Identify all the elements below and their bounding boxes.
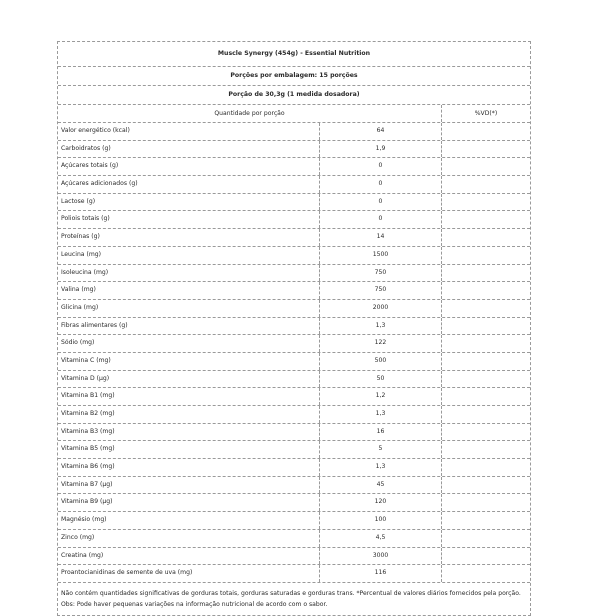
nutrient-name: Proteínas (g) (58, 229, 320, 246)
nutrient-name: Sódio (mg) (58, 335, 320, 352)
nutrient-dv (442, 158, 530, 175)
nutrient-value: 0 (320, 194, 442, 211)
nutrient-value: 750 (320, 282, 442, 299)
nutrient-name: Creatina (mg) (58, 548, 320, 565)
nutrient-rows (58, 123, 530, 583)
nutrient-value: 4,5 (320, 530, 442, 547)
table-row (58, 335, 530, 353)
nutrient-value: 1,3 (320, 318, 442, 335)
footnote-row (58, 583, 530, 615)
nutrient-dv (442, 194, 530, 211)
nutrient-value: 1,2 (320, 388, 442, 405)
nutrient-name: Vitamina D (µg) (58, 371, 320, 388)
table-row (58, 353, 530, 371)
nutrient-value: 1,3 (320, 459, 442, 476)
nutrient-name: Lactose (g) (58, 194, 320, 211)
nutrient-value: 116 (320, 565, 442, 582)
nutrient-dv (442, 477, 530, 494)
nutrient-name: Glicina (mg) (58, 300, 320, 317)
nutrient-value: 45 (320, 477, 442, 494)
table-row (58, 247, 530, 265)
nutrient-name: Zinco (mg) (58, 530, 320, 547)
servings-per-package: Porções por embalagem: 15 porções (230, 72, 358, 79)
nutrient-dv (442, 406, 530, 423)
nutrient-dv (442, 530, 530, 547)
nutrient-dv (442, 512, 530, 529)
nutrient-value: 500 (320, 353, 442, 370)
nutrition-facts-table (57, 41, 531, 616)
nutrient-dv (442, 548, 530, 565)
table-row (58, 388, 530, 406)
nutrient-dv (442, 229, 530, 246)
nutrient-value: 5 (320, 441, 442, 458)
nutrient-name: Vitamina B7 (µg) (58, 477, 320, 494)
table-row (58, 565, 530, 583)
column-header-row (58, 105, 530, 123)
table-row (58, 265, 530, 283)
table-row (58, 424, 530, 442)
dv-header: %VD(*) (474, 110, 498, 117)
nutrient-value: 3000 (320, 548, 442, 565)
nutrient-dv (442, 265, 530, 282)
nutrient-name: Vitamina B9 (µg) (58, 494, 320, 511)
table-row (58, 459, 530, 477)
table-row (58, 194, 530, 212)
table-row (58, 441, 530, 459)
nutrient-value: 0 (320, 211, 442, 228)
table-row (58, 158, 530, 176)
table-row (58, 477, 530, 495)
nutrient-dv (442, 123, 530, 140)
nutrient-dv (442, 176, 530, 193)
title-row (58, 42, 530, 67)
nutrient-name: Vitamina C (mg) (58, 353, 320, 370)
table-row (58, 548, 530, 566)
nutrient-dv (442, 141, 530, 158)
nutrient-dv (442, 211, 530, 228)
table-row (58, 141, 530, 159)
footnote: Não contém quantidades significativas de gorduras totais, gorduras saturadas e gorduras trans. *Percentual de valores diários fornecidos pela porção. Obs: Pode haver pequenas variações na informação nutricional de acordo com o sabor. (61, 589, 521, 608)
nutrient-value: 100 (320, 512, 442, 529)
nutrient-value: 14 (320, 229, 442, 246)
nutrient-name: Açúcares totais (g) (58, 158, 320, 175)
nutrient-name: Açúcares adicionados (g) (58, 176, 320, 193)
nutrient-value: 50 (320, 371, 442, 388)
table-row (58, 282, 530, 300)
nutrient-name: Valor energético (kcal) (58, 123, 320, 140)
nutrient-name: Vitamina B6 (mg) (58, 459, 320, 476)
nutrient-value: 2000 (320, 300, 442, 317)
nutrient-dv (442, 247, 530, 264)
nutrient-name: Isoleucina (mg) (58, 265, 320, 282)
nutrient-value: 16 (320, 424, 442, 441)
table-row (58, 530, 530, 548)
table-row (58, 211, 530, 229)
nutrient-dv (442, 424, 530, 441)
table-row (58, 406, 530, 424)
nutrient-name: Magnésio (mg) (58, 512, 320, 529)
nutrient-value: 0 (320, 176, 442, 193)
nutrient-value: 750 (320, 265, 442, 282)
nutrient-value: 1,3 (320, 406, 442, 423)
nutrient-dv (442, 282, 530, 299)
nutrient-dv (442, 388, 530, 405)
nutrient-value: 122 (320, 335, 442, 352)
nutrient-dv (442, 353, 530, 370)
table-row (58, 300, 530, 318)
nutrient-name: Vitamina B5 (mg) (58, 441, 320, 458)
product-title: Muscle Synergy (454g) - Essential Nutrition (217, 50, 371, 57)
nutrient-name: Fibras alimentares (g) (58, 318, 320, 335)
nutrient-name: Vitamina B1 (mg) (58, 388, 320, 405)
table-row (58, 512, 530, 530)
nutrient-dv (442, 441, 530, 458)
serving-size-row (58, 86, 530, 105)
table-row (58, 318, 530, 336)
table-row (58, 371, 530, 389)
nutrient-value: 120 (320, 494, 442, 511)
nutrient-name: Carboidratos (g) (58, 141, 320, 158)
nutrient-name: Vitamina B3 (mg) (58, 424, 320, 441)
nutrient-name: Proantocianidinas de semente de uva (mg) (58, 565, 320, 582)
nutrient-dv (442, 459, 530, 476)
table-row (58, 123, 530, 141)
table-row (58, 176, 530, 194)
nutrient-name: Valina (mg) (58, 282, 320, 299)
nutrient-value: 64 (320, 123, 442, 140)
table-row (58, 229, 530, 247)
nutrient-dv (442, 371, 530, 388)
nutrient-dv (442, 318, 530, 335)
nutrient-name: Vitamina B2 (mg) (58, 406, 320, 423)
nutrient-dv (442, 565, 530, 582)
table-row (58, 494, 530, 512)
nutrient-value: 1,9 (320, 141, 442, 158)
nutrient-value: 0 (320, 158, 442, 175)
nutrient-value: 1500 (320, 247, 442, 264)
nutrient-name: Poliois totais (g) (58, 211, 320, 228)
nutrient-dv (442, 335, 530, 352)
quantity-header: Quantidade por porção (58, 105, 442, 122)
nutrient-dv (442, 494, 530, 511)
nutrient-dv (442, 300, 530, 317)
servings-row (58, 67, 530, 86)
nutrient-name: Leucina (mg) (58, 247, 320, 264)
serving-size: Porção de 30,3g (1 medida dosadora) (228, 91, 360, 98)
